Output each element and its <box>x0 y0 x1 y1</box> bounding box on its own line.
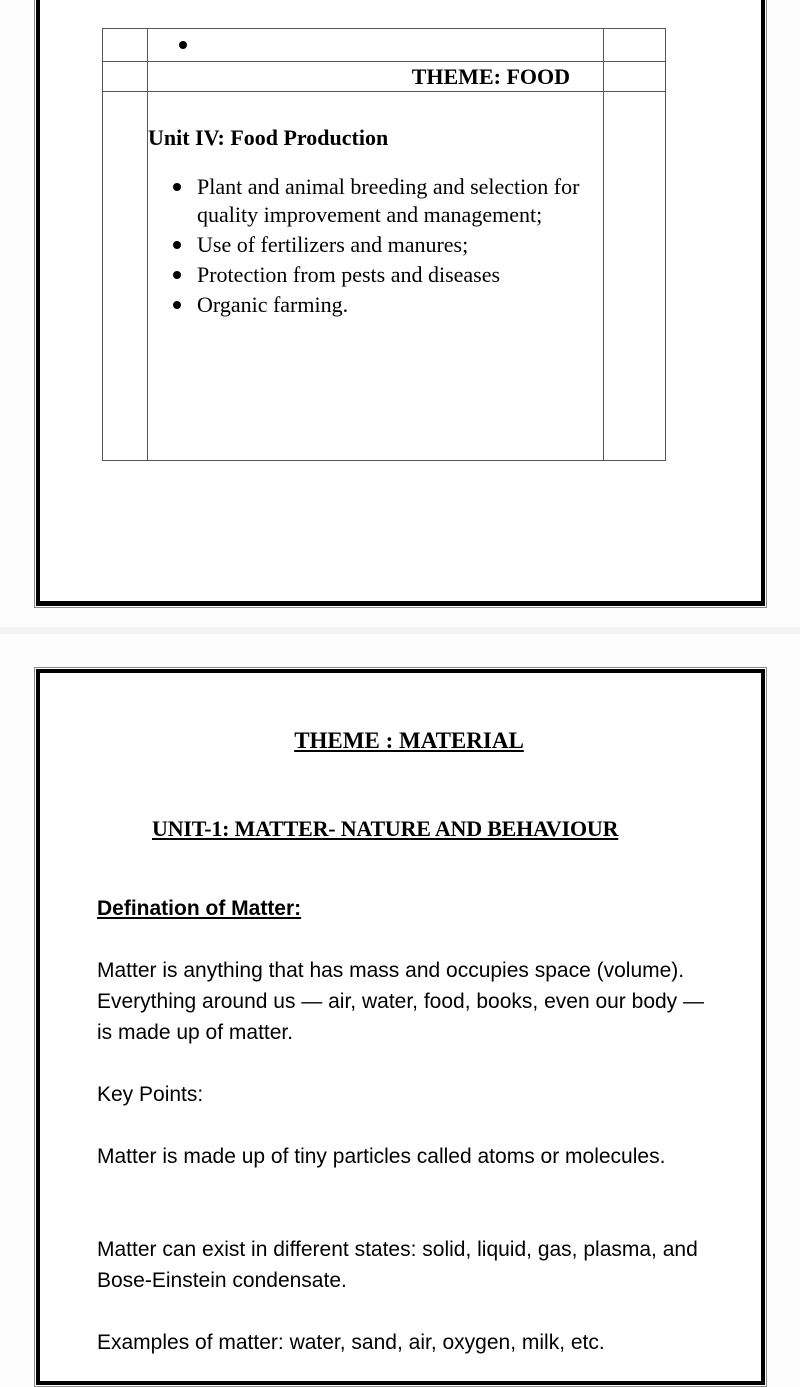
unit-title: Unit IV: Food Production <box>148 125 389 150</box>
key-point-paragraph: Examples of matter: water, sand, air, oxygen, milk, etc. <box>97 1331 605 1354</box>
table-row <box>103 62 666 92</box>
unit-content-cell <box>148 92 604 461</box>
syllabus-table <box>102 28 666 461</box>
table-cell-empty <box>103 29 148 62</box>
bullet-icon <box>179 41 187 49</box>
definition-heading: Defination of Matter: <box>97 897 302 920</box>
key-point-paragraph: Matter can exist in different states: solid, liquid, gas, plasma, and Bose-Einstein condensate. <box>97 1238 698 1292</box>
table-cell-empty <box>604 92 666 461</box>
unit-topic-list <box>148 173 588 321</box>
list-item <box>148 173 588 229</box>
list-item-text: Use of fertilizers and manures; <box>197 232 469 257</box>
document-page-2 <box>34 667 767 1387</box>
list-item-text: Plant and animal breeding and selection for quality improvement and management; <box>197 174 580 227</box>
key-points-label: Key Points: <box>97 1083 204 1106</box>
table-cell-empty <box>604 29 666 62</box>
table-cell-empty <box>103 62 148 92</box>
list-item-text: Protection from pests and diseases <box>197 262 501 287</box>
table-row <box>103 29 666 62</box>
list-item <box>148 231 588 259</box>
table-cell-empty-bullet <box>148 29 604 62</box>
theme-food-heading: THEME: FOOD <box>148 62 604 92</box>
unit-heading: UNIT-1: MATTER- NATURE AND BEHAVIOUR <box>152 816 619 841</box>
table-cell-empty <box>604 62 666 92</box>
list-item <box>148 291 588 319</box>
document-page-1 <box>34 0 767 608</box>
page-separator <box>0 627 800 634</box>
list-item <box>148 261 588 289</box>
bullet-icon <box>173 183 181 191</box>
bullet-icon <box>173 271 181 279</box>
bullet-icon <box>173 301 181 309</box>
definition-paragraph: Matter is anything that has mass and occupies space (volume). Everything around us — air, water, food, books, even our body — is made up of matter. <box>97 959 705 1044</box>
bullet-icon <box>173 241 181 249</box>
table-row <box>103 92 666 461</box>
theme-material-heading: THEME : MATERIAL <box>294 728 524 753</box>
key-point-paragraph: Matter is made up of tiny particles called atoms or molecules. <box>97 1145 666 1168</box>
list-item-text: Organic farming. <box>197 292 349 317</box>
table-cell-empty <box>103 92 148 461</box>
